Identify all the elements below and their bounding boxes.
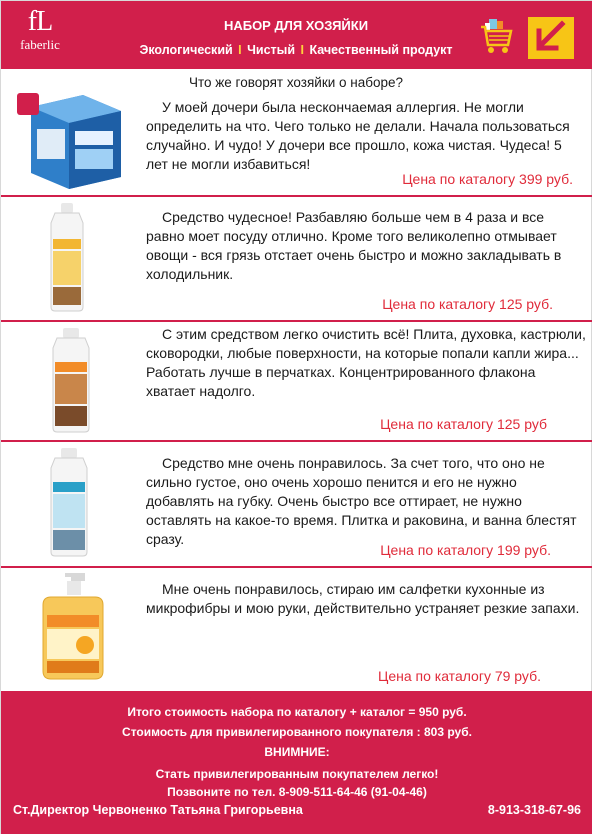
review-price: Цена по каталогу 125 руб xyxy=(380,416,547,432)
header-banner xyxy=(1,1,592,69)
footer-privileged-price: Стоимость для привилегированного покупателя : 803 руб. xyxy=(122,725,472,739)
faberlic-logo xyxy=(9,7,71,63)
product-laundry-powder xyxy=(13,85,133,191)
footer-become-privileged: Стать привилегированным покупателем легко! xyxy=(155,767,439,781)
section-divider xyxy=(1,566,592,568)
arrow-badge xyxy=(528,17,574,59)
product-liquid-soap xyxy=(37,571,109,683)
soap-dispenser-icon xyxy=(37,571,109,683)
review-price: Цена по каталогу 125 руб. xyxy=(382,296,553,312)
section-divider xyxy=(1,440,592,442)
review-text: Средство мне очень понравилось. За счет того, что оно не сильно густое, оно очень хорошо пенится и его не нужно добавлять на губку. Очень быстро все оттирает, не нужно оставлять на какое-то время. Плитка и раковина, и ванна блестят сразу. xyxy=(146,455,577,547)
subtitle-ecological: Экологический xyxy=(139,43,233,57)
header-subtitle xyxy=(121,43,471,57)
product-dish-detergent xyxy=(39,201,95,313)
footer-banner xyxy=(1,691,592,834)
footer-attention: ВНИМНИЕ: xyxy=(264,745,330,759)
arrow-down-left-icon xyxy=(528,17,574,59)
section-divider xyxy=(1,320,592,322)
footer-call: Позвоните по тел. 8-909-511-64-46 (91-04-46) xyxy=(167,785,427,799)
subtitle-quality: Качественный продукт xyxy=(309,43,453,57)
subtitle-separator: I xyxy=(300,43,305,57)
bathroom-cleaner-bottle-icon xyxy=(41,446,97,558)
subtitle-separator: I xyxy=(238,43,242,57)
review-price: Цена по каталогу 199 руб. xyxy=(380,542,551,558)
logo-word: faberlic xyxy=(20,37,60,52)
subtitle-clean: Чистый xyxy=(247,43,296,57)
header-title: НАБОР ДЛЯ ХОЗЯЙКИ xyxy=(223,18,369,33)
footer-director: Ст.Директор Червоненко Татьяна Григорьевна xyxy=(13,803,303,817)
product-bathroom-cleaner xyxy=(41,446,97,558)
review-text: Мне очень понравилось, стираю им салфетки кухонные из микрофибры и мою руки, действительно устраняет резкие запахи. xyxy=(146,581,580,616)
review-text: С этим средством легко очистить всё! Плита, духовка, кастрюли, сковородки, любые поверхности, на которые попали капли жира... Работать лучше в перчатках. Концентрированного флакона хватает надолго. xyxy=(146,326,586,399)
section-divider xyxy=(1,195,592,197)
footer-total: Итого стоимость набора по каталогу + каталог = 950 руб. xyxy=(127,705,467,719)
footer-phone: 8-913-318-67-96 xyxy=(487,803,581,817)
review-text: У моей дочери была нескончаемая аллергия. Не могли определить на что. Чего только не делали. Начала пользоваться случайно. И чудо! У дочери все прошло, кожа чистая. Чудеса! 5 лет не могли избавиться! xyxy=(146,99,570,172)
shopping-cart-icon xyxy=(479,17,513,57)
question-heading: Что же говорят хозяйки о наборе? xyxy=(188,75,404,90)
laundry-powder-box-icon xyxy=(13,85,133,191)
review-price: Цена по каталогу 399 руб. xyxy=(402,171,573,187)
product-kitchen-cleaner xyxy=(45,326,97,434)
kitchen-cleaner-bottle-icon xyxy=(45,326,97,434)
review-price: Цена по каталогу 79 руб. xyxy=(377,668,541,684)
logo-mark: fL xyxy=(27,6,53,37)
review-text: Средство чудесное! Разбавляю больше чем в 4 раза и все равно моет посуду отлично. Кроме того великолепно отмывает овощи - вся грязь отстает очень быстро и можно закладывать в холодильник. xyxy=(146,209,562,282)
dish-detergent-bottle-icon xyxy=(39,201,95,313)
